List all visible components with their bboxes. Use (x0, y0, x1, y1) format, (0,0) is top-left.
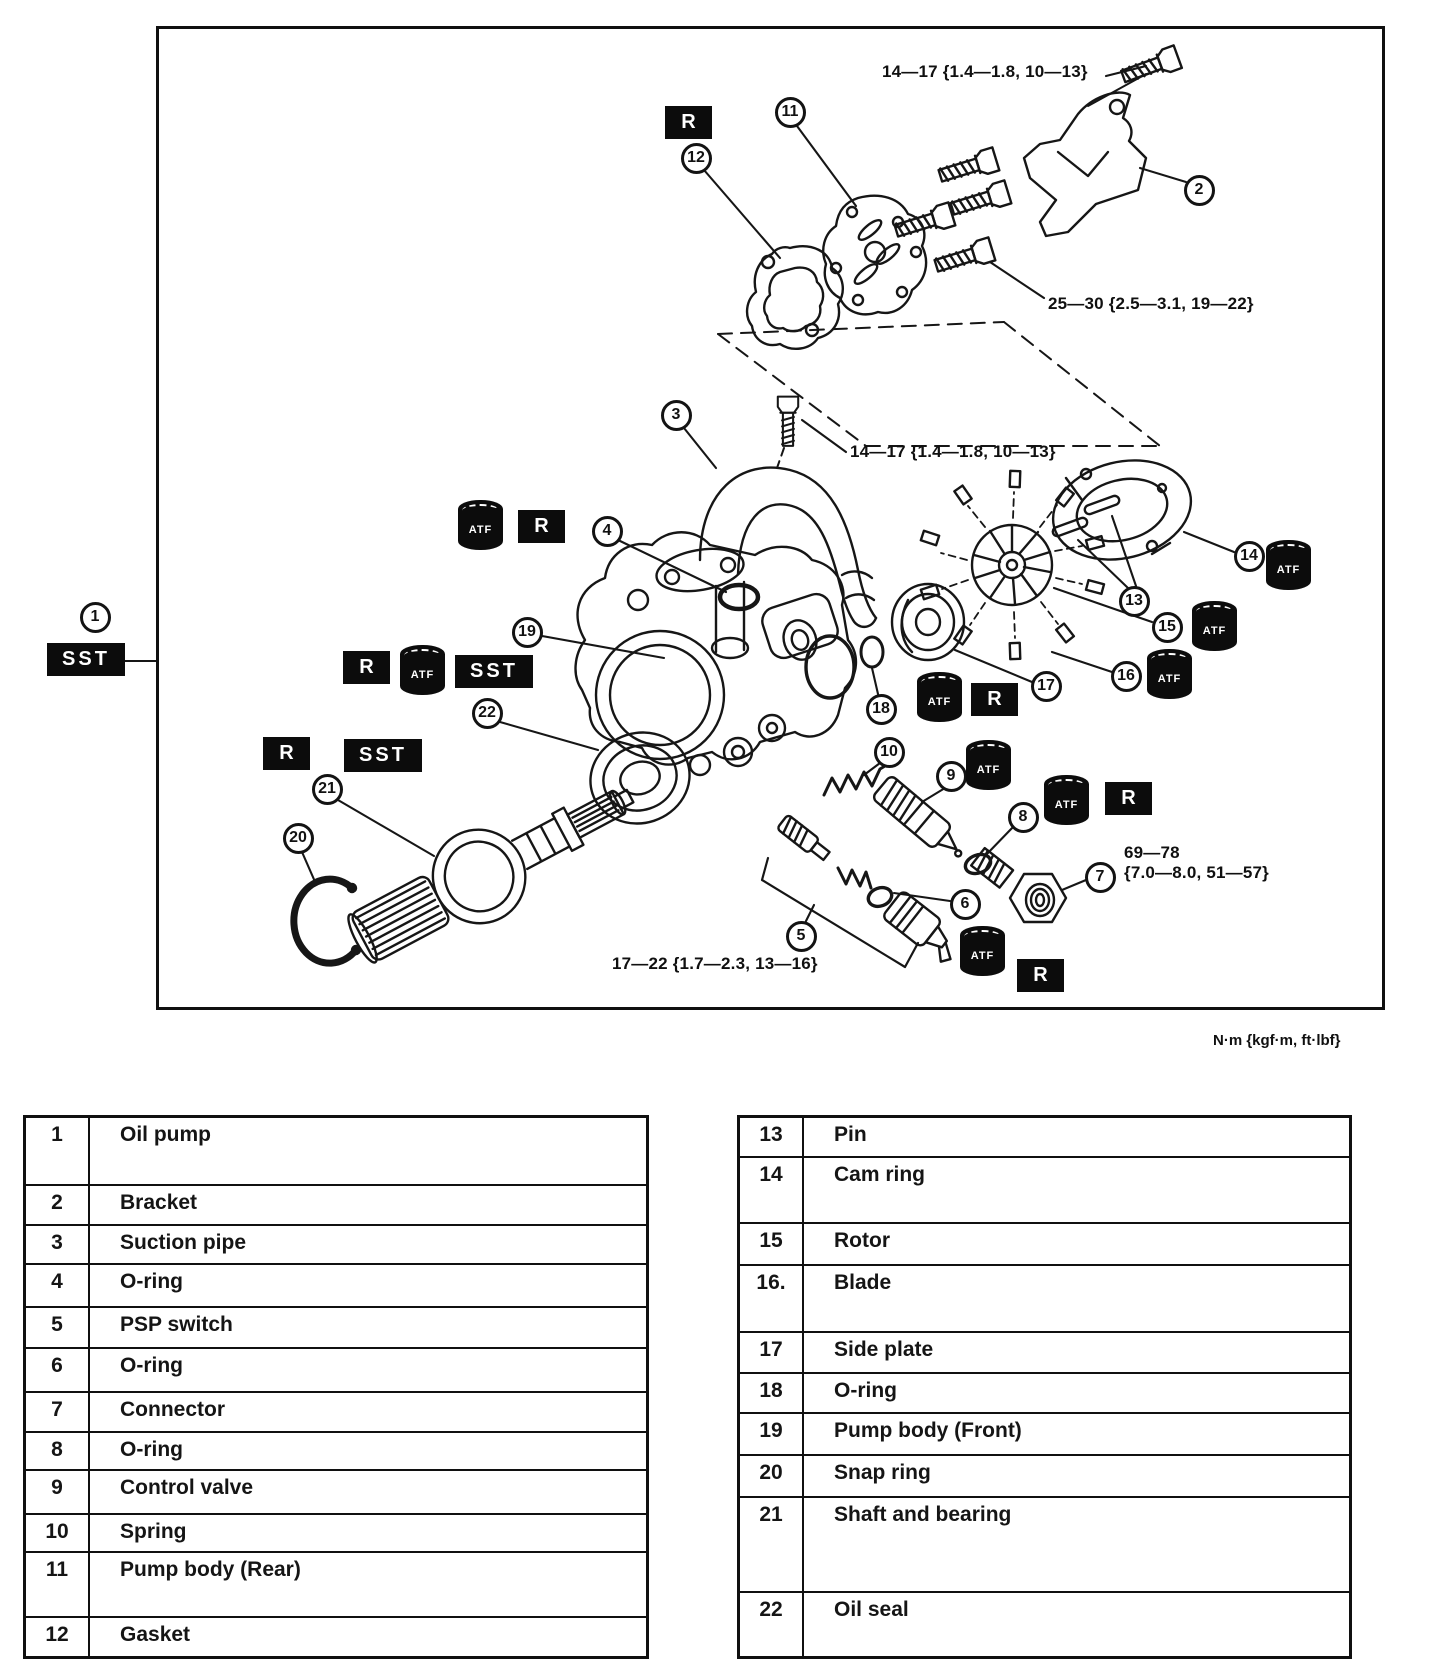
part-name-cell: Shaft and bearing (834, 1503, 1012, 1526)
part-number-cell: 4 (26, 1265, 90, 1306)
callout-6: 6 (950, 889, 981, 920)
part-name-cell: PSP switch (120, 1313, 233, 1336)
r-badge: R (971, 683, 1018, 716)
table-row (26, 1433, 646, 1471)
atf-drum-icon (966, 740, 1011, 790)
r-badge: R (665, 106, 712, 139)
table-row (740, 1498, 1349, 1593)
part-number-cell: 19 (740, 1414, 804, 1454)
part-name-cell: O-ring (834, 1379, 897, 1402)
part-number-cell: 7 (26, 1393, 90, 1431)
atf-drum-icon (1192, 601, 1237, 651)
r-badge: R (343, 651, 390, 684)
table-row (740, 1224, 1349, 1266)
part-name-cell: Cam ring (834, 1163, 926, 1186)
atf-drum-label: ATF (927, 696, 952, 708)
callout-22: 22 (472, 698, 503, 729)
table-row (740, 1414, 1349, 1456)
callout-19: 19 (512, 617, 543, 648)
callout-17: 17 (1031, 671, 1062, 702)
part-number-cell: 15 (740, 1224, 804, 1264)
torque-spec-label: {7.0—8.0, 51—57} (1124, 863, 1269, 882)
atf-drum-label: ATF (1276, 564, 1301, 576)
part-number-cell: 18 (740, 1374, 804, 1412)
atf-drum-icon (1044, 775, 1089, 825)
part-number-cell: 22 (740, 1593, 804, 1656)
torque-spec-label: 25—30 {2.5—3.1, 19—22} (1048, 294, 1254, 313)
part-name-cell: Pump body (Front) (834, 1419, 1022, 1442)
table-row (26, 1186, 646, 1226)
table-row (26, 1118, 646, 1186)
part-name-cell: Snap ring (834, 1461, 931, 1484)
part-name-cell: O-ring (120, 1354, 183, 1377)
parts-table-right (737, 1115, 1352, 1659)
torque-units-note: N·m {kgf·m, ft·lbf} (1213, 1032, 1341, 1049)
atf-drum-label: ATF (1157, 673, 1182, 685)
table-row (740, 1266, 1349, 1333)
part-number-cell: 13 (740, 1118, 804, 1156)
part-name-cell: Gasket (120, 1623, 191, 1646)
callout-7: 7 (1085, 862, 1116, 893)
callout-12: 12 (681, 143, 712, 174)
r-badge: R (1105, 782, 1152, 815)
atf-drum-label: ATF (410, 669, 435, 681)
callout-15: 15 (1152, 612, 1183, 643)
atf-drum-label: ATF (468, 524, 493, 536)
atf-drum-label: ATF (1054, 799, 1079, 811)
torque-spec-label: 17—22 {1.7—2.3, 13—16} (612, 954, 818, 973)
table-row (740, 1593, 1349, 1656)
atf-drum-label: ATF (976, 764, 1001, 776)
part-number-cell: 2 (26, 1186, 90, 1224)
table-row (26, 1471, 646, 1515)
part-number-cell: 3 (26, 1226, 90, 1263)
r-badge: R (518, 510, 565, 543)
atf-drum-icon (960, 926, 1005, 976)
atf-drum-icon (1266, 540, 1311, 590)
callout-5: 5 (786, 921, 817, 952)
sst-badge: SST (455, 655, 533, 688)
part-number-cell: 9 (26, 1471, 90, 1513)
atf-drum-label: ATF (970, 950, 995, 962)
callout-14: 14 (1234, 541, 1265, 572)
r-badge: R (1017, 959, 1064, 992)
atf-drum-icon (400, 645, 445, 695)
torque-spec-label: 14—17 {1.4—1.8, 10—13} (850, 442, 1056, 461)
torque-spec-label: 69—78 (1124, 843, 1180, 862)
atf-drum-icon (458, 500, 503, 550)
part-number-cell: 20 (740, 1456, 804, 1496)
table-row (740, 1118, 1349, 1158)
part-name-cell: Rotor (834, 1229, 890, 1252)
table-row (26, 1308, 646, 1349)
part-number-cell: 8 (26, 1433, 90, 1469)
atf-drum-icon (917, 672, 962, 722)
part-name-cell: O-ring (120, 1438, 183, 1461)
part-name-cell: Connector (120, 1398, 225, 1421)
part-number-cell: 16. (740, 1266, 804, 1331)
torque-spec-label: 14—17 {1.4—1.8, 10—13} (882, 62, 1088, 81)
part-name-cell: O-ring (120, 1270, 183, 1293)
callout-13: 13 (1119, 586, 1150, 617)
part-name-cell: Oil seal (834, 1598, 909, 1621)
part-number-cell: 6 (26, 1349, 90, 1391)
callout-3: 3 (661, 400, 692, 431)
table-row (26, 1349, 646, 1393)
part-number-cell: 1 (26, 1118, 90, 1184)
part-name-cell: Oil pump (120, 1123, 211, 1146)
table-row (740, 1333, 1349, 1374)
part-name-cell: Side plate (834, 1338, 934, 1361)
table-row (740, 1456, 1349, 1498)
part-name-cell: Control valve (120, 1476, 254, 1499)
table-row (26, 1618, 646, 1656)
sst-badge: SST (344, 739, 422, 772)
table-row (26, 1265, 646, 1308)
callout-11: 11 (775, 97, 806, 128)
part-name-cell: Spring (120, 1520, 187, 1543)
table-row (740, 1158, 1349, 1224)
atf-drum-icon (1147, 649, 1192, 699)
part-number-cell: 10 (26, 1515, 90, 1551)
callout-9: 9 (936, 761, 967, 792)
part-number-cell: 21 (740, 1498, 804, 1591)
callout-18: 18 (866, 694, 897, 725)
table-row (740, 1374, 1349, 1414)
callout-1: 1 (80, 602, 111, 633)
table-row (26, 1393, 646, 1433)
r-badge: R (263, 737, 310, 770)
table-row (26, 1515, 646, 1553)
parts-table-left (23, 1115, 649, 1659)
table-row (26, 1553, 646, 1618)
part-name-cell: Blade (834, 1271, 892, 1294)
callout-16: 16 (1111, 661, 1142, 692)
atf-drum-label: ATF (1202, 625, 1227, 637)
part-number-cell: 17 (740, 1333, 804, 1372)
part-name-cell: Suction pipe (120, 1231, 246, 1254)
part-name-cell: Pump body (Rear) (120, 1558, 301, 1581)
callout-20: 20 (283, 823, 314, 854)
callout-8: 8 (1008, 802, 1039, 833)
part-number-cell: 14 (740, 1158, 804, 1222)
part-number-cell: 12 (26, 1618, 90, 1656)
sst-badge: SST (47, 643, 125, 676)
callout-4: 4 (592, 516, 623, 547)
part-number-cell: 5 (26, 1308, 90, 1347)
callout-10: 10 (874, 737, 905, 768)
part-number-cell: 11 (26, 1553, 90, 1616)
callout-2: 2 (1184, 175, 1215, 206)
part-name-cell: Bracket (120, 1191, 198, 1214)
callout-21: 21 (312, 774, 343, 805)
table-row (26, 1226, 646, 1265)
part-name-cell: Pin (834, 1123, 867, 1146)
